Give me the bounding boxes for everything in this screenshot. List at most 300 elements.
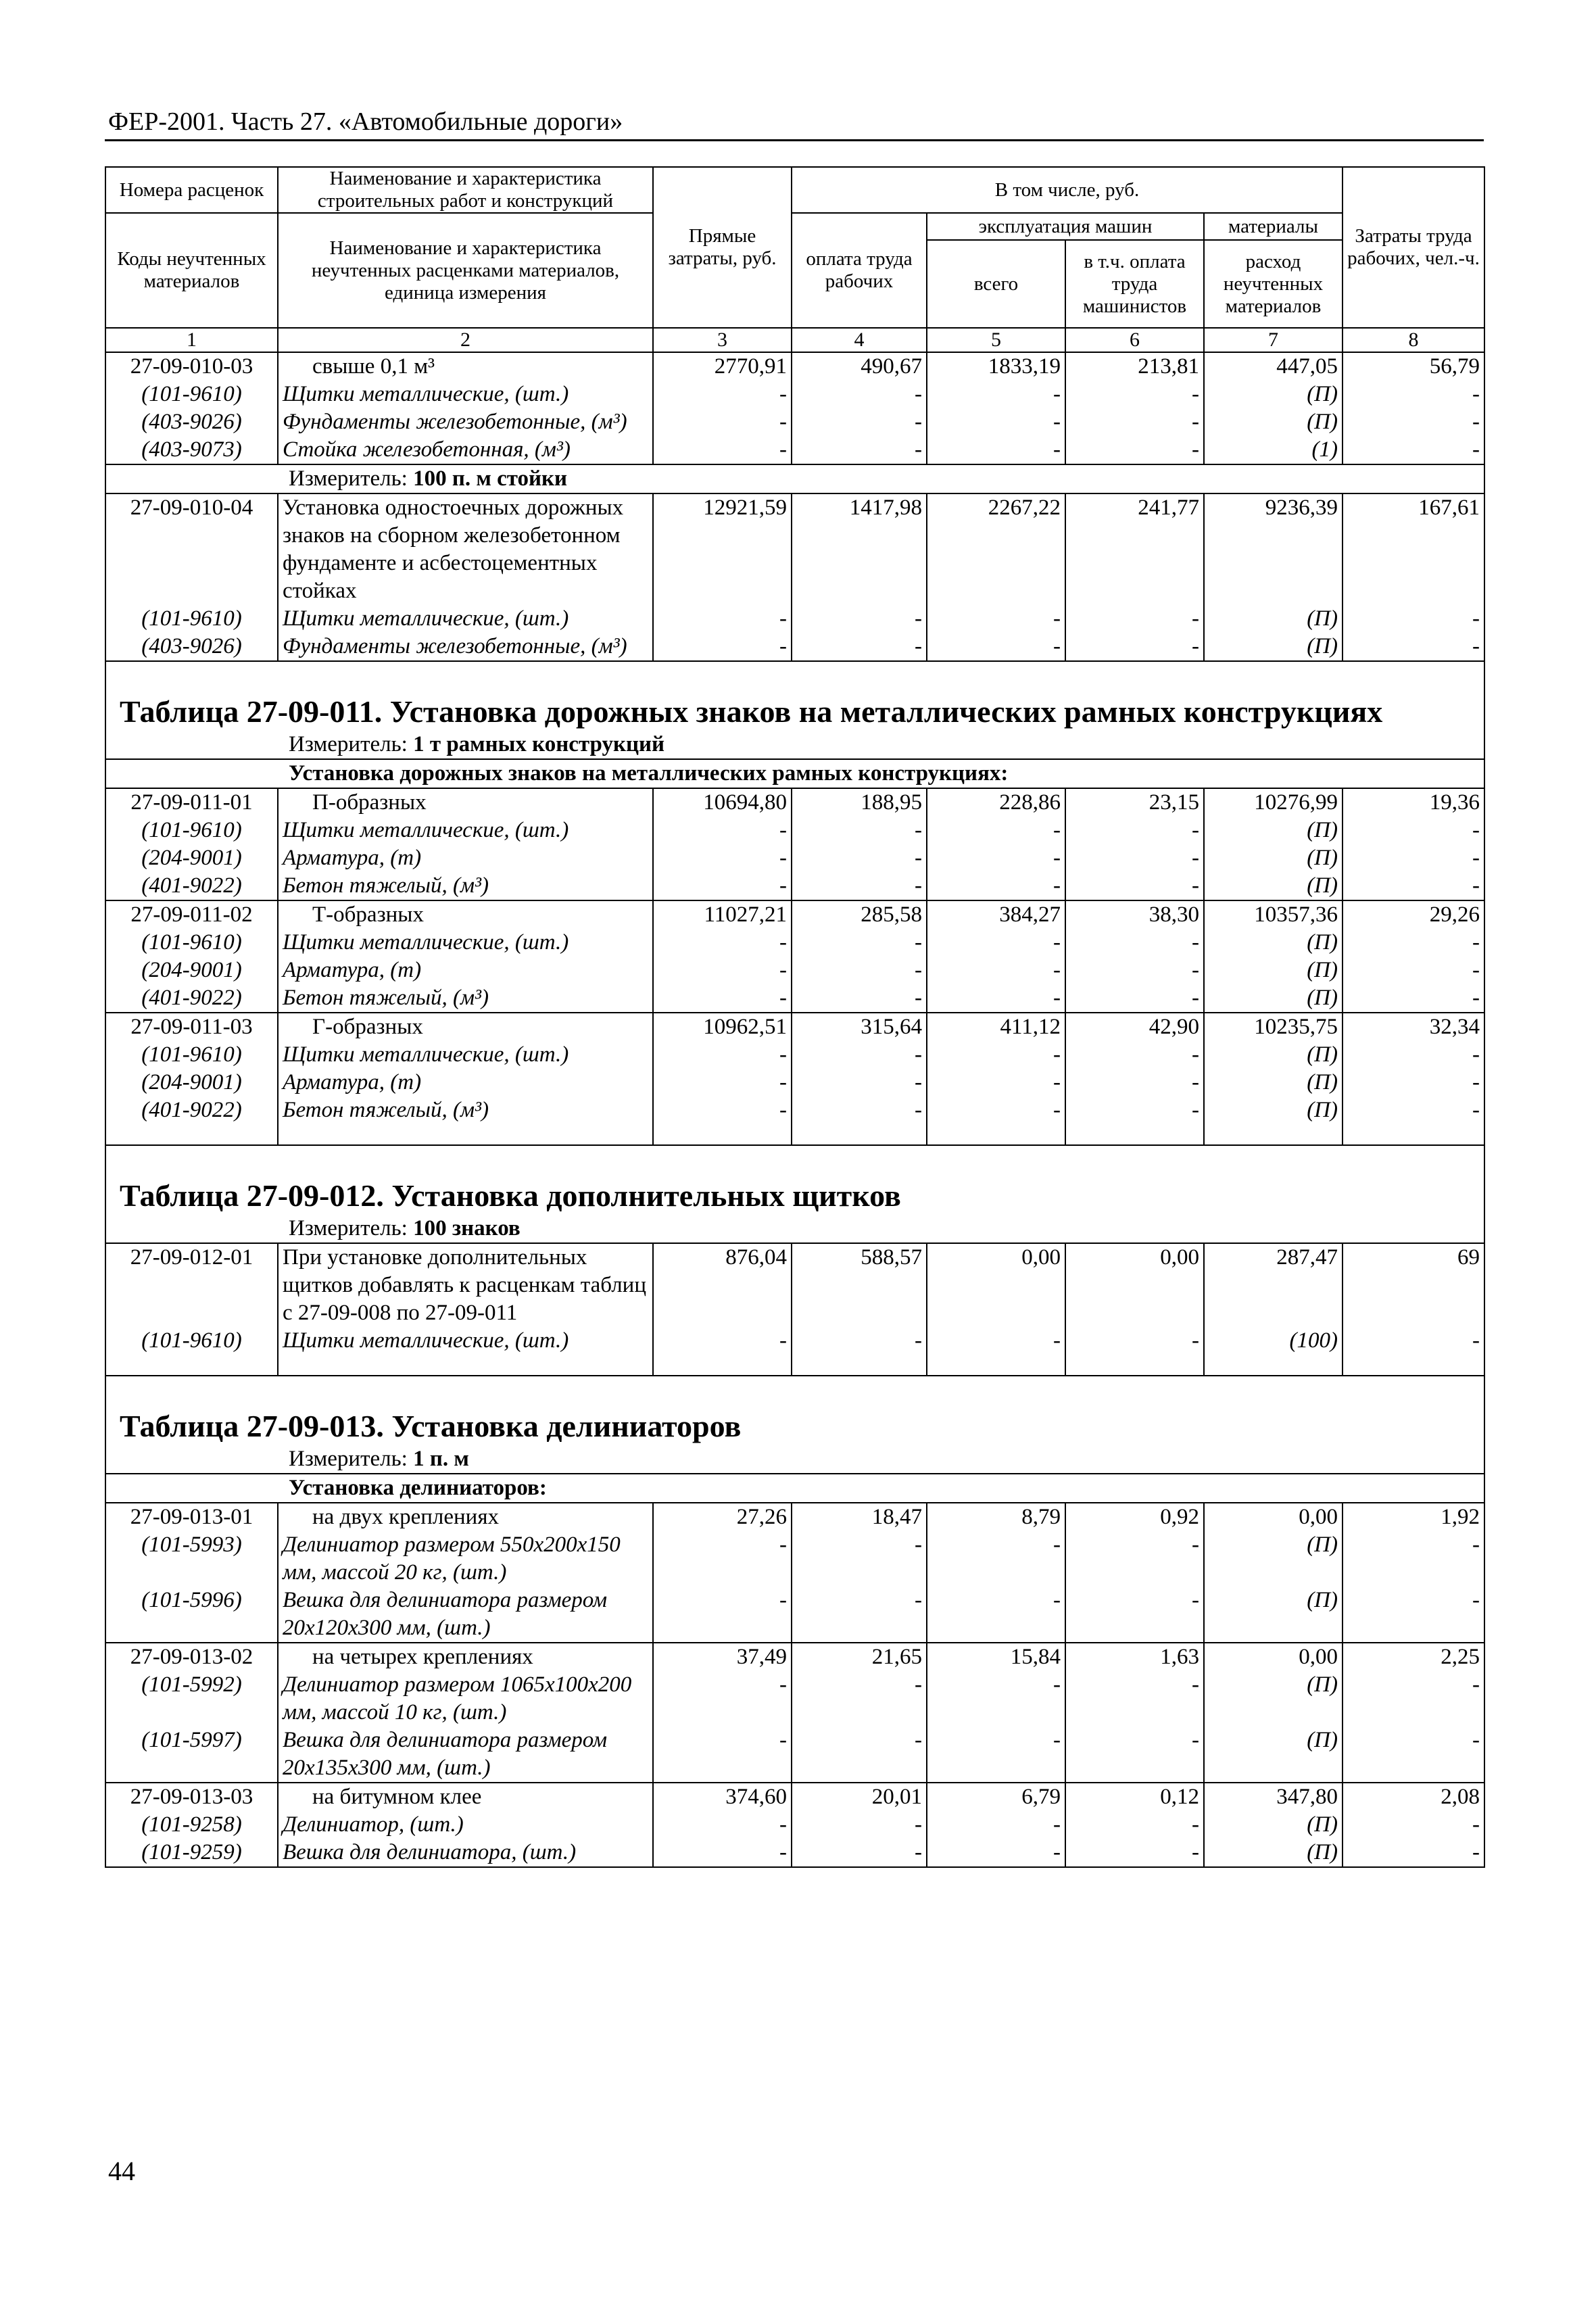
value-cell: - [1065, 1096, 1204, 1124]
work-name: Т-образных [278, 900, 653, 929]
value-cell: (П) [1204, 1811, 1343, 1839]
value-cell: 38,30 [1065, 900, 1204, 929]
meter-value: 100 п. м стойки [413, 466, 568, 491]
spacer-row [105, 1355, 1484, 1376]
value-cell: - [927, 1096, 1065, 1124]
value-cell: 411,12 [927, 1013, 1065, 1041]
material-row [105, 844, 1484, 872]
rate-code: 27-09-011-03 [105, 1013, 278, 1041]
value-cell: 374,60 [653, 1783, 792, 1811]
value-cell: - [653, 872, 792, 900]
value-cell: - [653, 605, 792, 633]
value-cell: (П) [1204, 984, 1343, 1013]
value-cell: - [1343, 605, 1484, 633]
value-cell: 18,47 [792, 1503, 927, 1531]
value-cell: - [1343, 1327, 1484, 1355]
value-cell: - [792, 1041, 927, 1069]
material-name: Щитки металлические, (шт.) [278, 1327, 653, 1355]
meter-value: 100 знаков [413, 1216, 521, 1240]
value-cell: - [792, 1531, 927, 1587]
running-head: ФЕР-2001. Часть 27. «Автомобильные дороги» [108, 107, 623, 136]
value-cell: (П) [1204, 605, 1343, 633]
rate-code: 27-09-013-03 [105, 1783, 278, 1811]
material-name: Щитки металлические, (шт.) [278, 605, 653, 633]
value-cell: - [927, 605, 1065, 633]
col-wages-header: оплата труда рабочих [792, 213, 927, 328]
material-row [105, 1839, 1484, 1867]
value-cell: 1417,98 [792, 493, 927, 605]
material-row [105, 817, 1484, 844]
value-cell: - [1065, 633, 1204, 661]
material-name: Бетон тяжелый, (м³) [278, 984, 653, 1013]
spacer-row [105, 661, 1484, 693]
value-cell: (П) [1204, 381, 1343, 408]
value-cell: 228,86 [927, 788, 1065, 817]
value-cell: - [1065, 436, 1204, 464]
material-row [105, 1727, 1484, 1783]
value-cell: - [1065, 929, 1204, 957]
value-cell: 10276,99 [1204, 788, 1343, 817]
value-cell: - [1065, 844, 1204, 872]
value-cell: - [653, 984, 792, 1013]
value-cell: - [1343, 408, 1484, 436]
col-labor-header: Затраты труда рабочих, чел.-ч. [1343, 167, 1484, 328]
value-cell: 2,25 [1343, 1643, 1484, 1671]
materials-header: материалы [1204, 213, 1343, 240]
value-cell: - [653, 1041, 792, 1069]
value-cell: (П) [1204, 1587, 1343, 1643]
value-cell: - [927, 436, 1065, 464]
value-cell: (П) [1204, 1096, 1343, 1124]
value-cell: 490,67 [792, 352, 927, 381]
value-cell: - [792, 1587, 927, 1643]
value-cell: 21,65 [792, 1643, 927, 1671]
value-cell: 32,34 [1343, 1013, 1484, 1041]
value-cell: 56,79 [1343, 352, 1484, 381]
value-cell: (П) [1204, 1671, 1343, 1727]
material-name: Фундаменты железобетонные, (м³) [278, 408, 653, 436]
rate-row [105, 788, 1484, 817]
value-cell: 29,26 [1343, 900, 1484, 929]
meter-label: Измеритель: [289, 1216, 408, 1240]
value-cell: - [653, 436, 792, 464]
value-cell: - [927, 844, 1065, 872]
table-body [105, 352, 1484, 1867]
page-number: 44 [108, 2156, 135, 2186]
value-cell: (П) [1204, 844, 1343, 872]
material-code: (204-9001) [105, 1069, 278, 1096]
value-cell: 10235,75 [1204, 1013, 1343, 1041]
value-cell: - [927, 1671, 1065, 1727]
material-code: (101-9258) [105, 1811, 278, 1839]
meter-row [105, 1445, 1484, 1474]
work-name: на четырех креплениях [278, 1643, 653, 1671]
material-code: (101-9610) [105, 1041, 278, 1069]
value-cell: - [1065, 1531, 1204, 1587]
col-machines-total-header: всего [927, 240, 1065, 328]
value-cell: (П) [1204, 872, 1343, 900]
material-row [105, 1811, 1484, 1839]
value-cell: - [1343, 1587, 1484, 1643]
value-cell: - [653, 1587, 792, 1643]
material-row [105, 381, 1484, 408]
col-work-name-header: Наименование и характеристика строительных работ и конструкций [278, 167, 653, 213]
value-cell: - [1343, 436, 1484, 464]
value-cell: - [1065, 957, 1204, 984]
table-title: Таблица 27-09-013. Установка делиниаторов [105, 1407, 1484, 1445]
value-cell: - [1343, 929, 1484, 957]
material-code: (204-9001) [105, 957, 278, 984]
table-title: Таблица 27-09-012. Установка дополнительных щитков [105, 1177, 1484, 1215]
material-name: Щитки металлические, (шт.) [278, 1041, 653, 1069]
value-cell: (П) [1204, 633, 1343, 661]
work-name: П-образных [278, 788, 653, 817]
material-code: (101-5996) [105, 1587, 278, 1643]
value-cell: 69 [1343, 1243, 1484, 1327]
material-code: (401-9022) [105, 872, 278, 900]
value-cell: 37,49 [653, 1643, 792, 1671]
value-cell: - [1343, 984, 1484, 1013]
value-cell: 0,12 [1065, 1783, 1204, 1811]
value-cell: - [927, 872, 1065, 900]
value-cell: - [792, 929, 927, 957]
rate-row [105, 352, 1484, 381]
value-cell: - [792, 605, 927, 633]
value-cell: - [927, 817, 1065, 844]
material-row [105, 1531, 1484, 1587]
value-cell: - [927, 1069, 1065, 1096]
value-cell: 241,77 [1065, 493, 1204, 605]
material-code: (403-9026) [105, 633, 278, 661]
rate-code: 27-09-011-02 [105, 900, 278, 929]
material-row [105, 957, 1484, 984]
material-row [105, 1671, 1484, 1727]
col-materials-use-header: расход неучтенных материалов [1204, 240, 1343, 328]
value-cell: - [792, 817, 927, 844]
material-name: Делиниатор размером 550x200x150 мм, массой 20 кг, (шт.) [278, 1531, 653, 1587]
value-cell: - [927, 957, 1065, 984]
value-cell: 12921,59 [653, 493, 792, 605]
value-cell: - [1065, 872, 1204, 900]
material-row [105, 1327, 1484, 1355]
value-cell: - [1343, 1839, 1484, 1867]
value-cell: - [927, 929, 1065, 957]
column-number: 5 [927, 328, 1065, 352]
column-number: 1 [105, 328, 278, 352]
group-row [105, 1474, 1484, 1503]
value-cell: (П) [1204, 1727, 1343, 1783]
value-cell: 10962,51 [653, 1013, 792, 1041]
value-cell: - [1343, 1811, 1484, 1839]
group-label: Установка делиниаторов: [105, 1474, 1484, 1503]
value-cell: - [1065, 408, 1204, 436]
value-cell: 27,26 [653, 1503, 792, 1531]
meter-value: 1 т рамных конструкций [413, 732, 665, 756]
value-cell: - [792, 381, 927, 408]
value-cell: 8,79 [927, 1503, 1065, 1531]
value-cell: - [1343, 1531, 1484, 1587]
material-code: (101-5992) [105, 1671, 278, 1727]
group-label: Установка дорожных знаков на металлических рамных конструкциях: [105, 759, 1484, 788]
meter-label: Измеритель: [289, 732, 408, 756]
col-material-name-header: Наименование и характеристика неучтенных расценками материалов, единица измерения [278, 213, 653, 328]
column-number: 3 [653, 328, 792, 352]
material-code: (101-9610) [105, 929, 278, 957]
value-cell: - [653, 1327, 792, 1355]
column-number: 2 [278, 328, 653, 352]
rate-code: 27-09-013-02 [105, 1643, 278, 1671]
material-code: (101-9610) [105, 605, 278, 633]
value-cell: 447,05 [1204, 352, 1343, 381]
value-cell: - [792, 1327, 927, 1355]
value-cell: - [653, 408, 792, 436]
value-cell: - [653, 633, 792, 661]
table-title: Таблица 27-09-011. Установка дорожных знаков на металлических рамных конструкциях [105, 693, 1484, 731]
material-name: Щитки металлические, (шт.) [278, 381, 653, 408]
value-cell: - [927, 1839, 1065, 1867]
value-cell: - [1343, 1096, 1484, 1124]
work-name: При установке дополнительных щитков добавлять к расценкам таблиц с 27-09-008 по 27-09-011 [278, 1243, 653, 1327]
value-cell: 167,61 [1343, 493, 1484, 605]
value-cell: - [653, 1096, 792, 1124]
column-number: 7 [1204, 328, 1343, 352]
material-code: (403-9026) [105, 408, 278, 436]
value-cell: - [792, 1671, 927, 1727]
value-cell: 0,00 [1065, 1243, 1204, 1327]
col-direct-costs-header: Прямые затраты, руб. [653, 167, 792, 328]
value-cell: - [927, 1587, 1065, 1643]
value-cell: - [792, 436, 927, 464]
value-cell: - [653, 957, 792, 984]
value-cell: 0,00 [927, 1243, 1065, 1327]
meter-row [105, 464, 1484, 493]
value-cell: - [792, 872, 927, 900]
rate-row [105, 1013, 1484, 1041]
material-row [105, 1041, 1484, 1069]
value-cell: - [927, 984, 1065, 1013]
value-cell: 10694,80 [653, 788, 792, 817]
rates-table [105, 166, 1485, 1868]
material-code: (403-9073) [105, 436, 278, 464]
value-cell: - [792, 1811, 927, 1839]
value-cell: 23,15 [1065, 788, 1204, 817]
material-code: (401-9022) [105, 984, 278, 1013]
meter-label: Измеритель: [289, 1447, 408, 1471]
value-cell: 213,81 [1065, 352, 1204, 381]
rate-row [105, 1503, 1484, 1531]
value-cell: 287,47 [1204, 1243, 1343, 1327]
material-name: Щитки металлические, (шт.) [278, 929, 653, 957]
material-name: Бетон тяжелый, (м³) [278, 1096, 653, 1124]
value-cell: - [927, 1811, 1065, 1839]
material-code: (101-5997) [105, 1727, 278, 1783]
value-cell: - [1343, 1671, 1484, 1727]
value-cell: (100) [1204, 1327, 1343, 1355]
value-cell: - [653, 381, 792, 408]
value-cell: 1,92 [1343, 1503, 1484, 1531]
value-cell: (П) [1204, 1839, 1343, 1867]
value-cell: - [653, 844, 792, 872]
value-cell: 0,92 [1065, 1503, 1204, 1531]
value-cell: 2267,22 [927, 493, 1065, 605]
value-cell: - [1343, 1727, 1484, 1783]
value-cell: - [1065, 1327, 1204, 1355]
value-cell: - [1343, 633, 1484, 661]
value-cell: - [1065, 605, 1204, 633]
incl-header: В том числе, руб. [792, 167, 1343, 213]
value-cell: - [1343, 844, 1484, 872]
material-row [105, 408, 1484, 436]
material-row [105, 436, 1484, 464]
value-cell: - [792, 1727, 927, 1783]
value-cell: - [927, 1327, 1065, 1355]
table-header [105, 167, 1484, 352]
table-title-row [105, 1407, 1484, 1445]
material-code: (401-9022) [105, 1096, 278, 1124]
value-cell: (1) [1204, 436, 1343, 464]
rate-row [105, 900, 1484, 929]
value-cell: - [1343, 1069, 1484, 1096]
work-name: на двух креплениях [278, 1503, 653, 1531]
value-cell: - [927, 381, 1065, 408]
value-cell: 19,36 [1343, 788, 1484, 817]
value-cell: - [653, 1069, 792, 1096]
value-cell: - [1065, 381, 1204, 408]
rate-row [105, 493, 1484, 605]
spacer-row [105, 1145, 1484, 1177]
value-cell: - [927, 1531, 1065, 1587]
value-cell: - [653, 1727, 792, 1783]
value-cell: - [1065, 1811, 1204, 1839]
value-cell: 2,08 [1343, 1783, 1484, 1811]
value-cell: - [1065, 984, 1204, 1013]
material-name: Арматура, (т) [278, 1069, 653, 1096]
value-cell: 15,84 [927, 1643, 1065, 1671]
value-cell: - [792, 1069, 927, 1096]
value-cell: 285,58 [792, 900, 927, 929]
material-row [105, 984, 1484, 1013]
work-name: свыше 0,1 м³ [278, 352, 653, 381]
rate-code: 27-09-013-01 [105, 1503, 278, 1531]
col-machinists-header: в т.ч. оплата труда машинистов [1065, 240, 1204, 328]
value-cell: 876,04 [653, 1243, 792, 1327]
value-cell: - [1065, 1587, 1204, 1643]
value-cell: 188,95 [792, 788, 927, 817]
value-cell: - [927, 408, 1065, 436]
meter-label: Измеритель: [289, 466, 408, 491]
value-cell: - [927, 633, 1065, 661]
group-row [105, 759, 1484, 788]
value-cell: 6,79 [927, 1783, 1065, 1811]
rate-code: 27-09-010-04 [105, 493, 278, 605]
material-name: Арматура, (т) [278, 957, 653, 984]
material-name: Стойка железобетонная, (м³) [278, 436, 653, 464]
value-cell: 0,00 [1204, 1643, 1343, 1671]
value-cell: 384,27 [927, 900, 1065, 929]
value-cell: - [927, 1727, 1065, 1783]
material-name: Делиниатор, (шт.) [278, 1811, 653, 1839]
value-cell: - [1343, 817, 1484, 844]
rate-row [105, 1243, 1484, 1327]
rate-row [105, 1643, 1484, 1671]
value-cell: 10357,36 [1204, 900, 1343, 929]
material-name: Щитки металлические, (шт.) [278, 817, 653, 844]
meter-cell [105, 464, 1484, 493]
value-cell: - [792, 984, 927, 1013]
work-name: Установка одностоечных дорожных знаков на сборном железобетонном фундаменте и асбестоцементных стойках [278, 493, 653, 605]
value-cell: - [653, 1671, 792, 1727]
column-number: 8 [1343, 328, 1484, 352]
value-cell: - [1343, 872, 1484, 900]
col-rate-numbers-header: Номера расценок [105, 167, 278, 213]
value-cell: 1,63 [1065, 1643, 1204, 1671]
header-rule [105, 139, 1484, 141]
material-code: (204-9001) [105, 844, 278, 872]
material-name: Делиниатор размером 1065x100x200 мм, массой 10 кг, (шт.) [278, 1671, 653, 1727]
material-name: Бетон тяжелый, (м³) [278, 872, 653, 900]
value-cell: - [1343, 381, 1484, 408]
material-row [105, 1096, 1484, 1124]
material-name: Вешка для делиниатора размером 20x120x300 мм, (шт.) [278, 1587, 653, 1643]
value-cell: (П) [1204, 1069, 1343, 1096]
value-cell: - [927, 1041, 1065, 1069]
material-row [105, 929, 1484, 957]
material-code: (101-5993) [105, 1531, 278, 1587]
rate-code: 27-09-011-01 [105, 788, 278, 817]
meter-row [105, 1215, 1484, 1243]
material-code: (101-9259) [105, 1839, 278, 1867]
material-name: Арматура, (т) [278, 844, 653, 872]
material-row [105, 1069, 1484, 1096]
value-cell: - [1343, 1041, 1484, 1069]
col-material-codes-header: Коды неучтенных материалов [105, 213, 278, 328]
material-name: Вешка для делиниатора размером 20x135x300 мм, (шт.) [278, 1727, 653, 1783]
value-cell: 42,90 [1065, 1013, 1204, 1041]
value-cell: - [792, 633, 927, 661]
value-cell: 588,57 [792, 1243, 927, 1327]
value-cell: - [1065, 1041, 1204, 1069]
material-name: Вешка для делиниатора, (шт.) [278, 1839, 653, 1867]
spacer-row [105, 1124, 1484, 1145]
value-cell: - [653, 1531, 792, 1587]
meter-value: 1 п. м [413, 1447, 469, 1471]
value-cell: (П) [1204, 1041, 1343, 1069]
value-cell: - [1065, 1727, 1204, 1783]
material-row [105, 633, 1484, 661]
work-name: Г-образных [278, 1013, 653, 1041]
value-cell: - [792, 408, 927, 436]
table-title-row [105, 693, 1484, 731]
material-name: Фундаменты железобетонные, (м³) [278, 633, 653, 661]
value-cell: 315,64 [792, 1013, 927, 1041]
value-cell: - [792, 957, 927, 984]
meter-cell [105, 1445, 1484, 1474]
material-code: (101-9610) [105, 381, 278, 408]
value-cell: 0,00 [1204, 1503, 1343, 1531]
value-cell: - [1065, 1069, 1204, 1096]
value-cell: - [792, 1096, 927, 1124]
value-cell: 2770,91 [653, 352, 792, 381]
value-cell: 347,80 [1204, 1783, 1343, 1811]
value-cell: - [653, 817, 792, 844]
value-cell: (П) [1204, 1531, 1343, 1587]
material-row [105, 605, 1484, 633]
rate-code: 27-09-010-03 [105, 352, 278, 381]
value-cell: - [792, 844, 927, 872]
value-cell: - [653, 1839, 792, 1867]
material-code: (101-9610) [105, 817, 278, 844]
value-cell: (П) [1204, 957, 1343, 984]
